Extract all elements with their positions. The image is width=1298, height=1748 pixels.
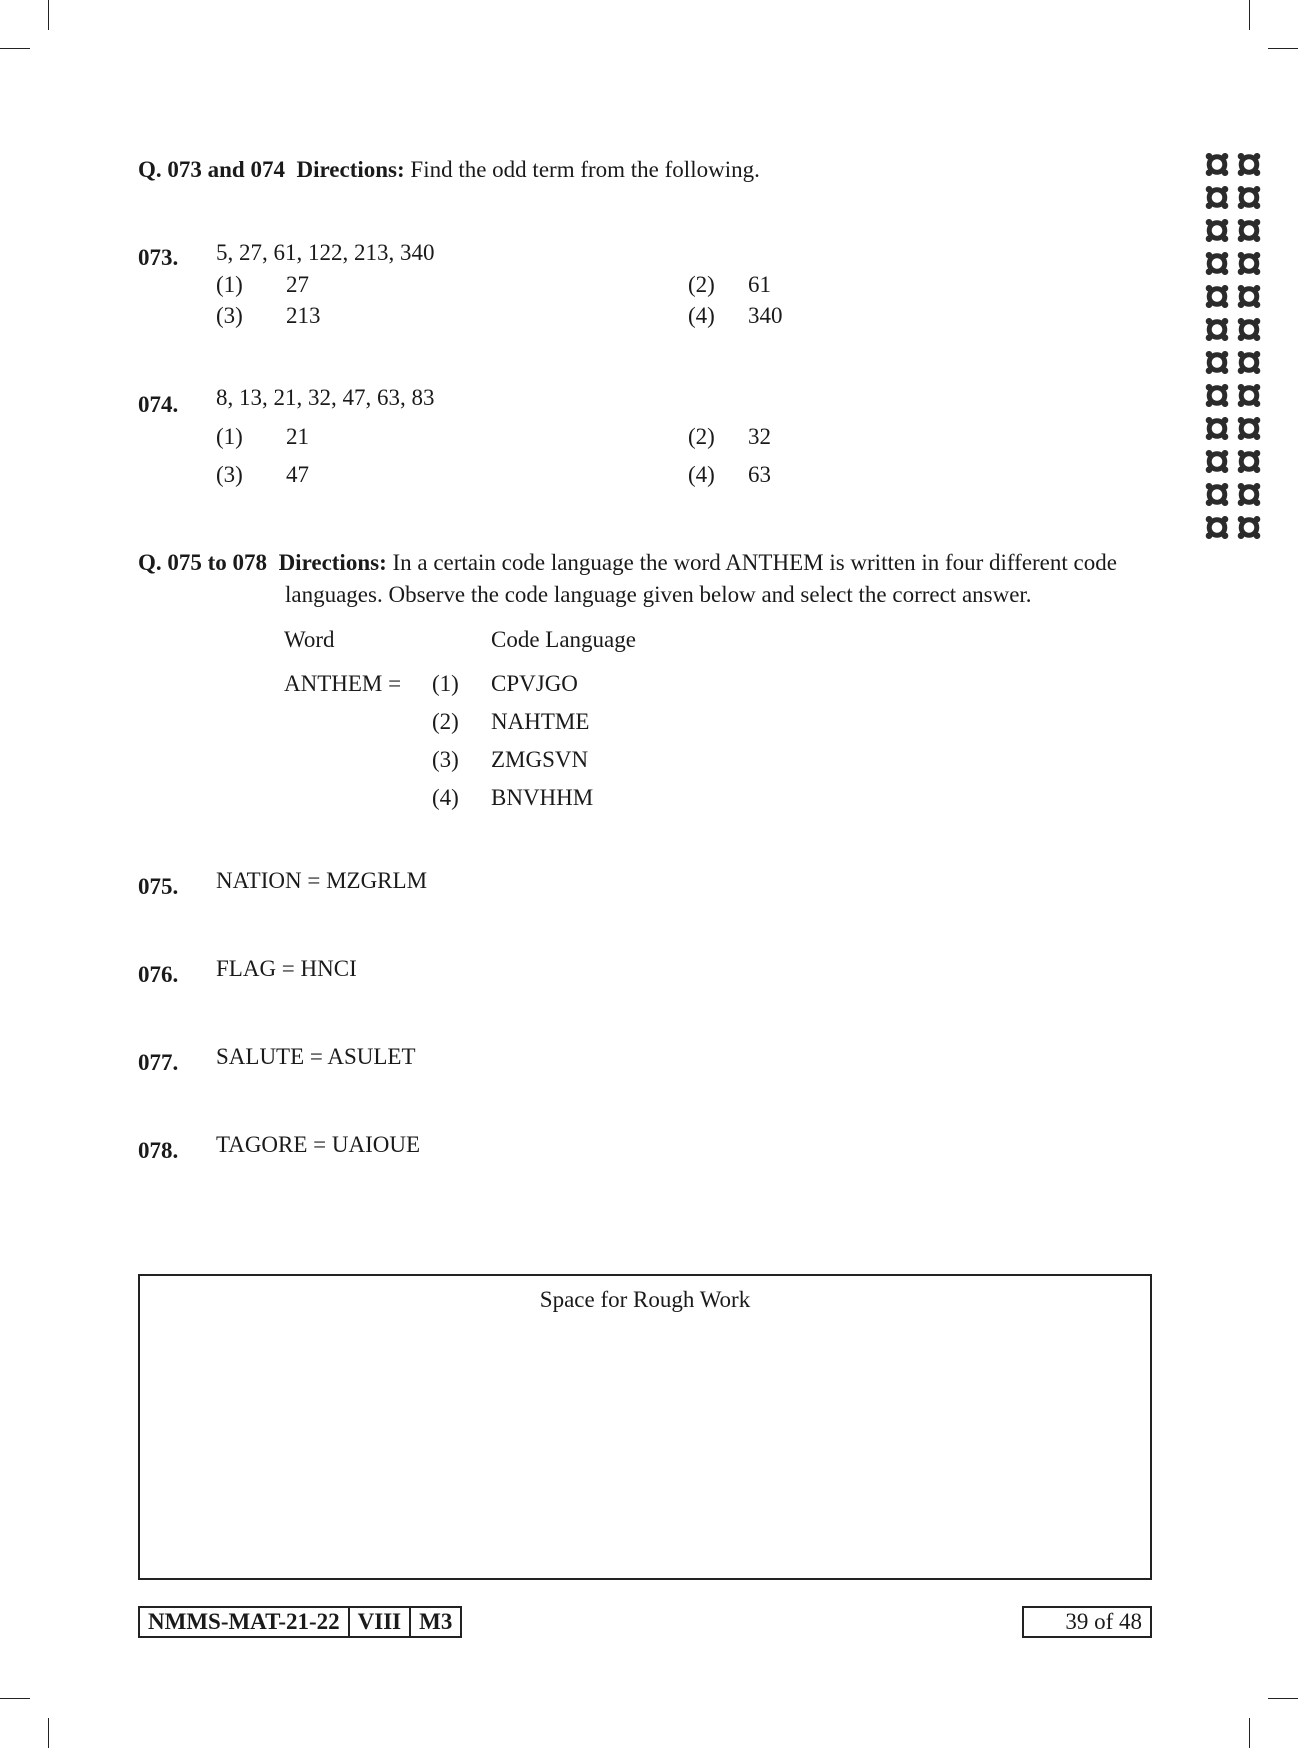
crop-mark: [1268, 1698, 1298, 1699]
question-number: 076.: [138, 962, 179, 987]
set-label: M3: [409, 1608, 460, 1636]
paper-code: NMMS-MAT-21-22: [148, 1609, 340, 1634]
code-language-header: Code Language: [491, 627, 636, 652]
question-stem: 8, 13, 21, 32, 47, 63, 83: [216, 385, 435, 410]
option-value: 213: [286, 303, 321, 328]
option-number: (4): [688, 303, 715, 328]
question-text: SALUTE = ASULET: [216, 1044, 416, 1069]
option-value: 63: [748, 462, 771, 487]
code-number: (2): [432, 709, 459, 734]
directions-text: Find the odd term from the following.: [410, 157, 760, 182]
option-value: 47: [286, 462, 309, 487]
option-number: (1): [216, 272, 243, 297]
question-text: FLAG = HNCI: [216, 956, 357, 981]
option-value: 61: [748, 272, 771, 297]
option-value: 21: [286, 424, 309, 449]
crop-mark: [0, 1698, 30, 1699]
question-stem: 5, 27, 61, 122, 213, 340: [216, 240, 435, 265]
crop-mark: [48, 1718, 49, 1748]
crop-mark: [1249, 1718, 1250, 1748]
page-number: 39 of 48: [1022, 1606, 1152, 1638]
question-number: 075.: [138, 874, 179, 899]
option-value: 32: [748, 424, 771, 449]
class-label: VIII: [348, 1608, 409, 1636]
directions-075-078: [138, 549, 1117, 577]
question-text: TAGORE = UAIOUE: [216, 1132, 421, 1157]
option-number: (3): [216, 303, 243, 328]
option-number: (2): [688, 272, 715, 297]
directions-text-line1: In a certain code language the word ANTHEM is written in four different code: [392, 550, 1117, 575]
question-number: 077.: [138, 1050, 179, 1075]
word-header: Word: [284, 627, 335, 652]
code-value: ZMGSVN: [491, 747, 589, 772]
question-text: NATION = MZGRLM: [216, 868, 428, 893]
rough-work-box: [138, 1274, 1152, 1580]
option-number: (1): [216, 424, 243, 449]
option-number: (3): [216, 462, 243, 487]
question-range-label: Q. 073 and 074: [138, 157, 285, 182]
directions-text-line2: languages. Observe the code language given below and select the correct answer.: [285, 582, 1032, 607]
question-number: 074.: [138, 392, 179, 417]
option-value: 27: [286, 272, 309, 297]
code-number: (1): [432, 671, 459, 696]
crop-mark: [0, 48, 30, 49]
rough-work-title: Space for Rough Work: [539, 1287, 751, 1312]
question-number: 078.: [138, 1138, 179, 1163]
code-number: (4): [432, 785, 459, 810]
directions-label: Directions:: [278, 550, 387, 575]
option-value: 340: [748, 303, 783, 328]
directions-073-074: [138, 156, 760, 184]
crop-mark: [1249, 0, 1250, 30]
question-range-label: Q. 075 to 078: [138, 550, 268, 575]
code-number: (3): [432, 747, 459, 772]
decorative-pattern: [1201, 148, 1265, 544]
code-value: NAHTME: [491, 709, 590, 734]
question-number: 073.: [138, 245, 179, 270]
directions-label: Directions:: [296, 157, 405, 182]
paper-code-box: [138, 1606, 462, 1638]
crop-mark: [48, 0, 49, 30]
option-number: (2): [688, 424, 715, 449]
code-value: CPVJGO: [491, 671, 578, 696]
code-value: BNVHHM: [491, 785, 594, 810]
option-number: (4): [688, 462, 715, 487]
anthem-word: ANTHEM =: [284, 671, 402, 696]
crop-mark: [1268, 48, 1298, 49]
